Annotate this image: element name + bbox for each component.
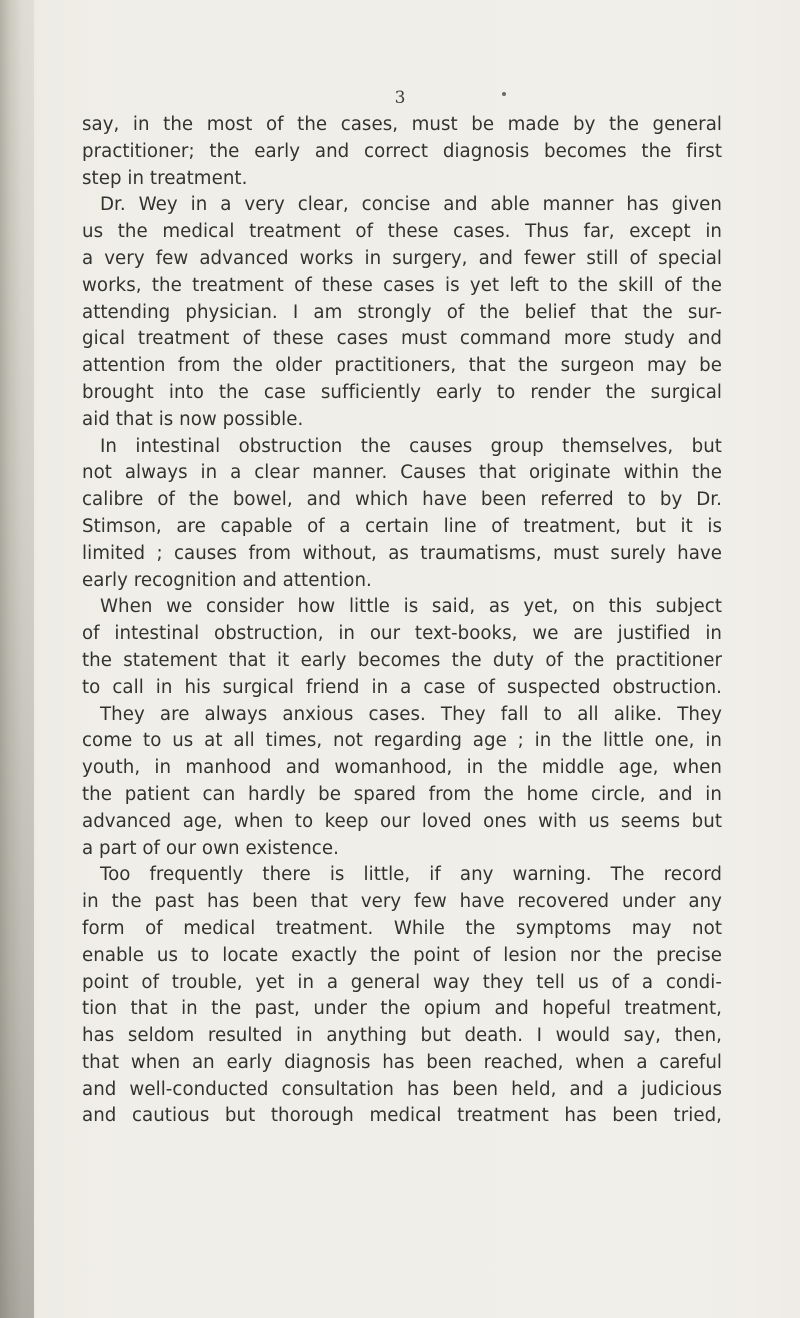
text-line: a very few advanced works in surgery, and fewer still of special — [82, 247, 722, 269]
text-line: form of medical treatment. While the symptoms may not — [82, 917, 722, 939]
text-line: not always in a clear manner. Causes that originate within the — [82, 462, 722, 484]
text-line: advanced age, when to keep our loved ones with us seems but — [82, 810, 722, 832]
text-line: tion that in the past, under the opium and hopeful treatment, — [82, 998, 722, 1020]
text-line: that when an early diagnosis has been reached, when a careful — [82, 1051, 722, 1073]
text-line: come to us at all times, not regarding age ; in the little one, in — [82, 730, 722, 752]
text-line: youth, in manhood and womanhood, in the middle age, when — [82, 757, 722, 779]
text-line: the statement that it early becomes the duty of the practitioner — [82, 649, 722, 671]
text-line: enable us to locate exactly the point of lesion nor the precise — [82, 944, 722, 966]
body-text — [82, 112, 722, 1130]
text-line: and cautious but thorough medical treatment has been tried, — [82, 1105, 722, 1127]
text-line: in the past has been that very few have recovered under any — [82, 891, 722, 913]
text-line: step in treatment. — [82, 167, 248, 189]
text-line: early recognition and attention. — [82, 569, 372, 591]
text-line: Dr. Wey in a very clear, concise and able manner has given — [100, 194, 722, 216]
text-line: a part of our own existence. — [82, 837, 339, 859]
text-line: attention from the older practitioners, that the surgeon may be — [82, 355, 722, 377]
binding-gutter-shadow — [0, 0, 34, 1318]
text-line: They are always anxious cases. They fall to all alike. They — [100, 703, 722, 725]
page-number: 3 — [394, 88, 406, 108]
text-line: When we consider how little is said, as yet, on this subject — [100, 596, 722, 618]
text-line: calibre of the bowel, and which have been referred to by Dr. — [82, 489, 722, 511]
text-line: Too frequently there is little, if any warning. The record — [100, 864, 722, 886]
text-line: practitioner; the early and correct diagnosis becomes the first — [82, 140, 722, 162]
text-line: of intestinal obstruction, in our text-books, we are justified in — [82, 623, 722, 645]
text-line: say, in the most of the cases, must be made by the general — [82, 114, 722, 135]
text-line: Stimson, are capable of a certain line of treatment, but it is — [82, 515, 722, 537]
text-line: has seldom resulted in anything but death. I would say, then, — [82, 1025, 722, 1047]
text-line: to call in his surgical friend in a case of suspected obstruction. — [82, 676, 722, 698]
text-line: attending physician. I am strongly of the belief that the sur- — [82, 301, 722, 323]
print-speck — [502, 92, 506, 96]
text-line: and well-conducted consultation has been held, and a judicious — [82, 1078, 722, 1100]
text-line: In intestinal obstruction the causes group themselves, but — [100, 435, 722, 457]
text-line: gical treatment of these cases must command more study and — [82, 328, 722, 350]
text-line: the patient can hardly be spared from the home circle, and in — [82, 783, 722, 805]
text-line: us the medical treatment of these cases. Thus far, except in — [82, 221, 722, 243]
text-line: brought into the case sufficiently early to render the surgical — [82, 381, 722, 403]
text-line: limited ; causes from without, as traumatisms, must surely have — [82, 542, 722, 564]
text-line: works, the treatment of these cases is yet left to the skill of the — [82, 274, 722, 296]
text-line: aid that is now possible. — [82, 408, 304, 430]
text-line: point of trouble, yet in a general way they tell us of a condi- — [82, 971, 722, 993]
